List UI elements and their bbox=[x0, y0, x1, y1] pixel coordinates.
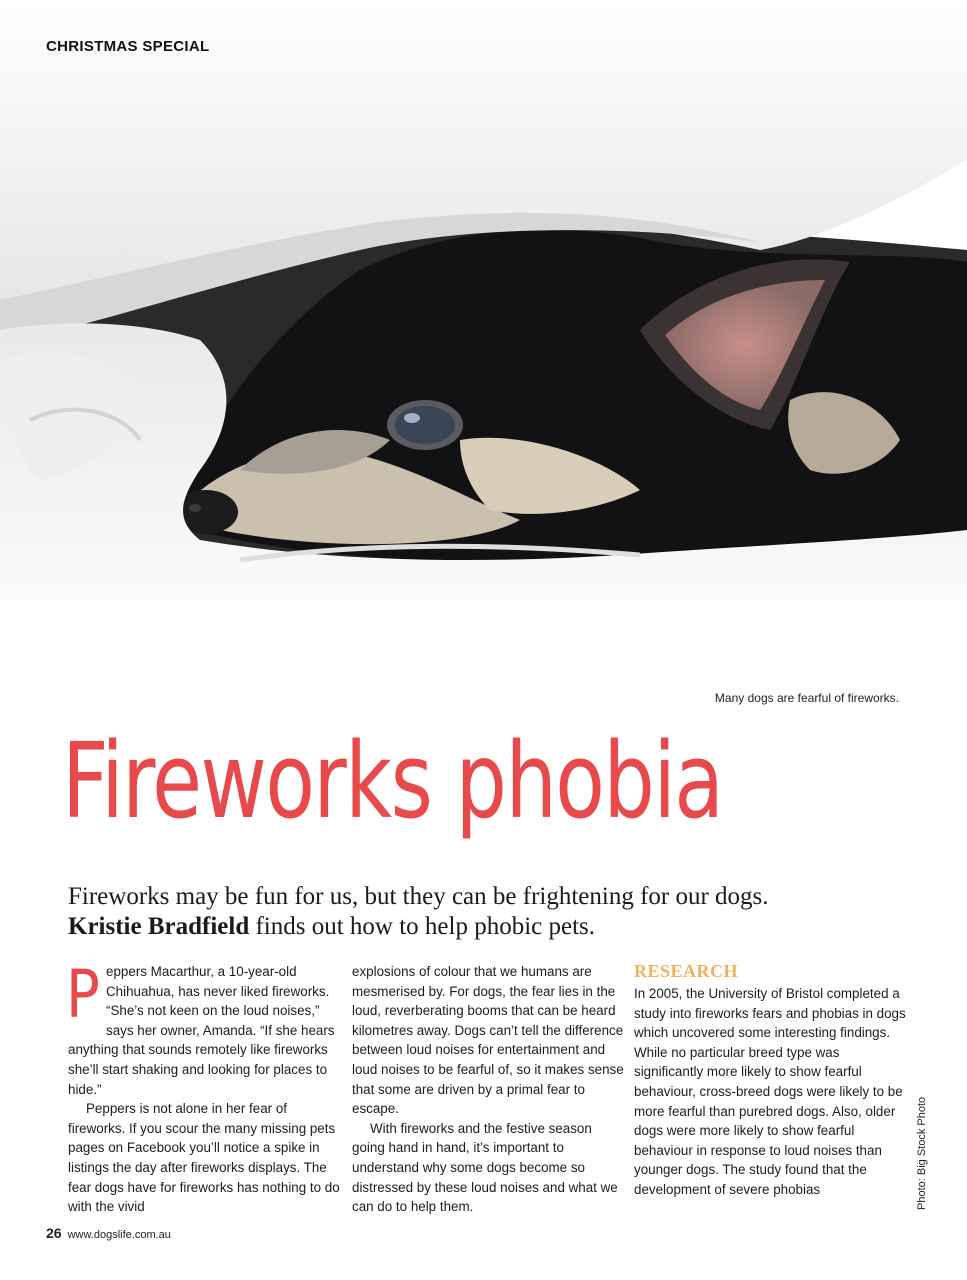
standfirst-tail: finds out how to help phobic pets. bbox=[249, 913, 596, 940]
section-label: CHRISTMAS SPECIAL bbox=[46, 38, 210, 55]
paragraph: explosions of colour that we humans are mesmerised by. For dogs, the fear lies in the loud, reverberating booms that can be heard kilometres away. Dogs can’t tell the difference between loud noises for entertainment and loud noises to be fearful of, so it makes sense that some are driven by a primal fear to escape. bbox=[352, 964, 624, 1117]
body-column-2 bbox=[352, 962, 628, 1217]
paragraph: In 2005, the University of Bristol completed a study into fireworks fears and phobias in dogs which uncovered some interesting findings. While no particular breed type was significantly more likely to show fearful behaviour, cross-breed dogs were likely to be more fearful than purebred dogs. Also, older dogs were more likely to show fearful behaviour in response to loud noises than younger dogs. The study found that the development of severe phobias bbox=[634, 986, 906, 1197]
drop-cap: P bbox=[66, 956, 100, 1033]
article-title: Fireworks phobia bbox=[62, 720, 723, 842]
website-url: www.dogslife.com.au bbox=[67, 1229, 171, 1241]
paragraph-text: eppers Macarthur, a 10-year-old Chihuahua, has never liked fireworks. “She’s not keen on the loud noises,” says her owner, Amanda. “If she hears anything that sounds remotely like fireworks she’ll start shaking and looking for places to hide.” bbox=[68, 964, 335, 1097]
standfirst bbox=[68, 882, 918, 942]
paragraph: With fireworks and the festive season going hand in hand, it’s important to understand why some dogs become so distressed by these loud noises and what we can do to help them. bbox=[352, 1120, 618, 1215]
research-heading: RESEARCH bbox=[634, 961, 739, 981]
body-column-3 bbox=[634, 962, 910, 1200]
author-name: Kristie Bradfield bbox=[68, 913, 250, 940]
page-number: 26 bbox=[46, 1225, 62, 1241]
body-column-1 bbox=[66, 956, 344, 1217]
page-footer bbox=[46, 1225, 171, 1241]
paragraph: Peppers is not alone in her fear of fireworks. If you scour the many missing pets pages on Facebook you’ll notice a spike in listings the day after fireworks displays. The fear dogs have for fireworks has nothing to do with the vivid bbox=[68, 1101, 340, 1215]
photo-caption: Many dogs are fearful of fireworks. bbox=[714, 691, 899, 705]
paragraph bbox=[66, 956, 344, 1099]
photo-credit: Photo: Big Stock Photo bbox=[916, 1096, 928, 1210]
standfirst-intro: Fireworks may be fun for us, but they can be frightening for our dogs. bbox=[68, 883, 769, 910]
